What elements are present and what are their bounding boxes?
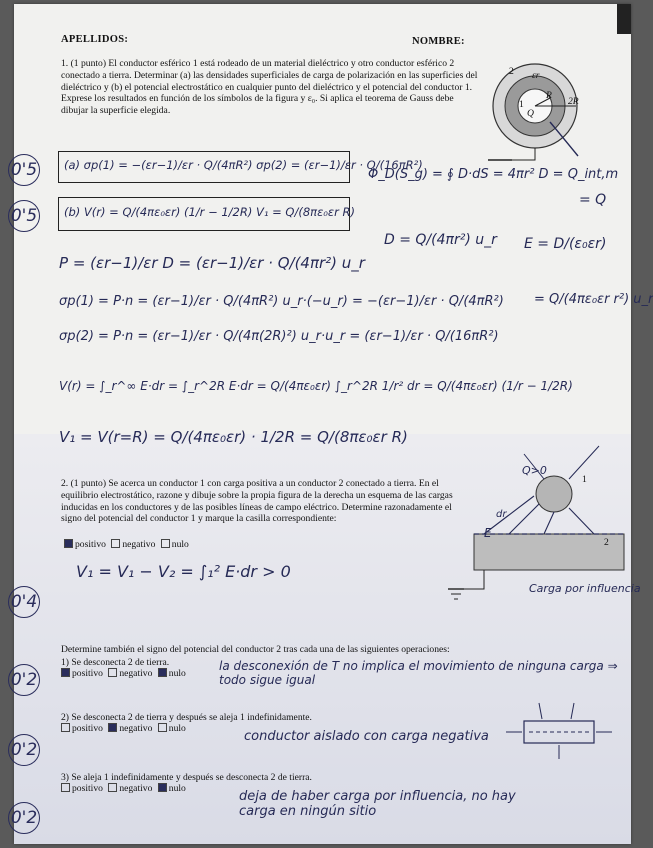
polarization: P = (εr−1)/εr D = (εr−1)/εr · Q/(4πr²) u_r	[59, 254, 365, 272]
fig2-dr: dr	[496, 509, 507, 520]
q2-options	[61, 539, 189, 551]
fig1-label-R: R	[546, 90, 552, 101]
q3-item2-checkbox-positivo[interactable]	[61, 723, 70, 732]
gauss-flux: Φ_D(S_g) = ∮ D·dS = 4πr² D = Q_int,m	[368, 167, 619, 182]
q3-item3-option-negativo: negativo	[119, 783, 153, 794]
q2-checkbox-negativo[interactable]	[111, 539, 120, 548]
q3-item1-options	[58, 668, 186, 680]
exam-sheet	[10, 4, 653, 844]
q3-item3-checkbox-negativo[interactable]	[108, 783, 117, 792]
q3-item2-sketch	[504, 699, 614, 764]
fig1-label-2R: 2R	[568, 96, 579, 107]
fig2-one: 1	[582, 474, 587, 485]
potential-v1: V₁ = V(r=R) = Q/(4πε₀εr) · 1/2R = Q/(8πε₀εr R)	[59, 428, 408, 446]
q3-item2-option-nulo: nulo	[168, 723, 186, 734]
d-field: D = Q/(4πr²) u_r	[384, 232, 497, 248]
e-field-result: = Q/(4πε₀εr r²) u_r	[534, 292, 653, 307]
score-q1b: 0'5	[8, 200, 40, 232]
q3-item2-text: 2) Se desconecta 2 de tierra y después se aleja 1 indefinidamente.	[61, 712, 312, 723]
q2-checkbox-nulo[interactable]	[161, 539, 170, 548]
q3-item3-checkbox-nulo[interactable]	[158, 783, 167, 792]
q3-item1-checkbox-nulo[interactable]	[158, 668, 167, 677]
fig1-label-inner: 1	[519, 99, 524, 110]
fig1-label-Q: Q	[527, 108, 534, 119]
fig2-e: E	[484, 526, 492, 540]
apellidos-label: APELLIDOS:	[61, 34, 129, 45]
q3-item3-options	[58, 783, 186, 795]
e-field: E = D/(ε₀εr)	[524, 236, 607, 252]
q3-item3-comment: deja de haber carga por influencia, no hay carga en ningún sitio	[239, 789, 516, 819]
q3-item3-option-positivo: positivo	[72, 783, 103, 794]
fig2-caption: Carga por influencia	[529, 582, 641, 595]
sigma-p2: σp(2) = P·n = (εr−1)/εr · Q/(4π(2R)²) u_r·u_r = (εr−1)/εr · Q/(16πR²)	[59, 329, 499, 344]
fig1-label-er: εr	[532, 70, 540, 81]
q3-item3-option-nulo: nulo	[168, 783, 186, 794]
score-q3-2: 0'2	[8, 734, 40, 766]
q2-option-nulo: nulo	[171, 539, 189, 550]
potential-integral: V(r) = ∫_r^∞ E·dr = ∫_r^2R E·dr = Q/(4πε₀εr) ∫_r^2R 1/r² dr = Q/(4πε₀εr) (1/r − 1/2R)	[59, 379, 573, 393]
q3-item2-options	[58, 723, 186, 735]
score-q3-3: 0'2	[8, 802, 40, 834]
q2-option-positivo: positivo	[75, 539, 106, 550]
q3-item1-text: 1) Se desconecta 2 de tierra.	[61, 657, 170, 668]
q3-item1-option-negativo: negativo	[119, 668, 153, 679]
answer-a: (a) σp(1) = −(εr−1)/εr · Q/(4πR²) σp(2) = (εr−1)/εr · Q/(16πR²)	[64, 158, 423, 172]
q3-item2-comment: conductor aislado con carga negativa	[244, 729, 489, 744]
q2-checkbox-positivo[interactable]	[64, 539, 73, 548]
answer-b: (b) V(r) = Q/(4πε₀εr) (1/r − 1/2R) V₁ = Q/(8πε₀εr R)	[64, 205, 355, 219]
q3-item2-checkbox-negativo[interactable]	[108, 723, 117, 732]
q3-item1-option-nulo: nulo	[168, 668, 186, 679]
q3-item3-text: 3) Se aleja 1 indefinidamente y después se desconecta 2 de tierra.	[61, 772, 312, 783]
q3-item2-option-negativo: negativo	[119, 723, 153, 734]
q2-answer: V₁ = V₁ − V₂ = ∫₁² E·dr > 0	[76, 562, 291, 581]
q3-item1-option-positivo: positivo	[72, 668, 103, 679]
q2-option-negativo: negativo	[122, 539, 156, 550]
q1-figure	[480, 62, 630, 167]
score-q3-1: 0'2	[8, 664, 40, 696]
fig2-q-label: Q>0	[522, 464, 547, 477]
q3-item1-comment: la desconexión de T no implica el movimiento de ninguna carga ⇒ todo sigue igual	[219, 659, 618, 687]
sigma-p1: σp(1) = P·n = (εr−1)/εr · Q/(4πR²) u_r·(−u_r) = −(εr−1)/εr · Q/(4πR²)	[59, 294, 504, 309]
q3-item1-checkbox-negativo[interactable]	[108, 668, 117, 677]
q3-intro: Determine también el signo del potencial del conductor 2 tras cada una de las siguientes operaciones:	[61, 644, 450, 655]
nombre-label: NOMBRE:	[412, 36, 465, 47]
q3-item3-checkbox-positivo[interactable]	[61, 783, 70, 792]
score-q2: 0'4	[8, 586, 40, 618]
fig1-label-outer: 2	[509, 66, 514, 77]
q3-item2-checkbox-nulo[interactable]	[158, 723, 167, 732]
gauss-result: = Q	[579, 192, 607, 208]
q2-statement: 2. (1 punto) Se acerca un conductor 1 con carga positiva a un conductor 2 conectado a tierra. En el equilibrio electrostático, razone y dibuje sobre la propia figura de la derecha un esquema de las cargas inducidas en los conductores y de las posibles líneas de campo eléctrico. Determine razonadamente el signo del potencial del conductor 1 y marque la casilla correspondiente:	[61, 478, 453, 525]
q3-item1-checkbox-positivo[interactable]	[61, 668, 70, 677]
score-q1a: 0'5	[8, 154, 40, 186]
q3-item2-option-positivo: positivo	[72, 723, 103, 734]
q1-statement: 1. (1 punto) El conductor esférico 1 está rodeado de un material dieléctrico y otro conductor esférico 2 conectado a tierra. Determinar (a) las densidades superficiales de carga de polarización en las superficies del dieléctrico y (b) el potencial electrostático en cualquier punto del dieléctrico y el potencial del conductor 1. Exprese los resultados en función de los símbolos de la figura y ε₀. Si aplica el teorema de Gauss debe dibujar la superficie elegida.	[61, 58, 478, 117]
fig2-two: 2	[604, 537, 609, 548]
corner-fold	[617, 4, 631, 34]
